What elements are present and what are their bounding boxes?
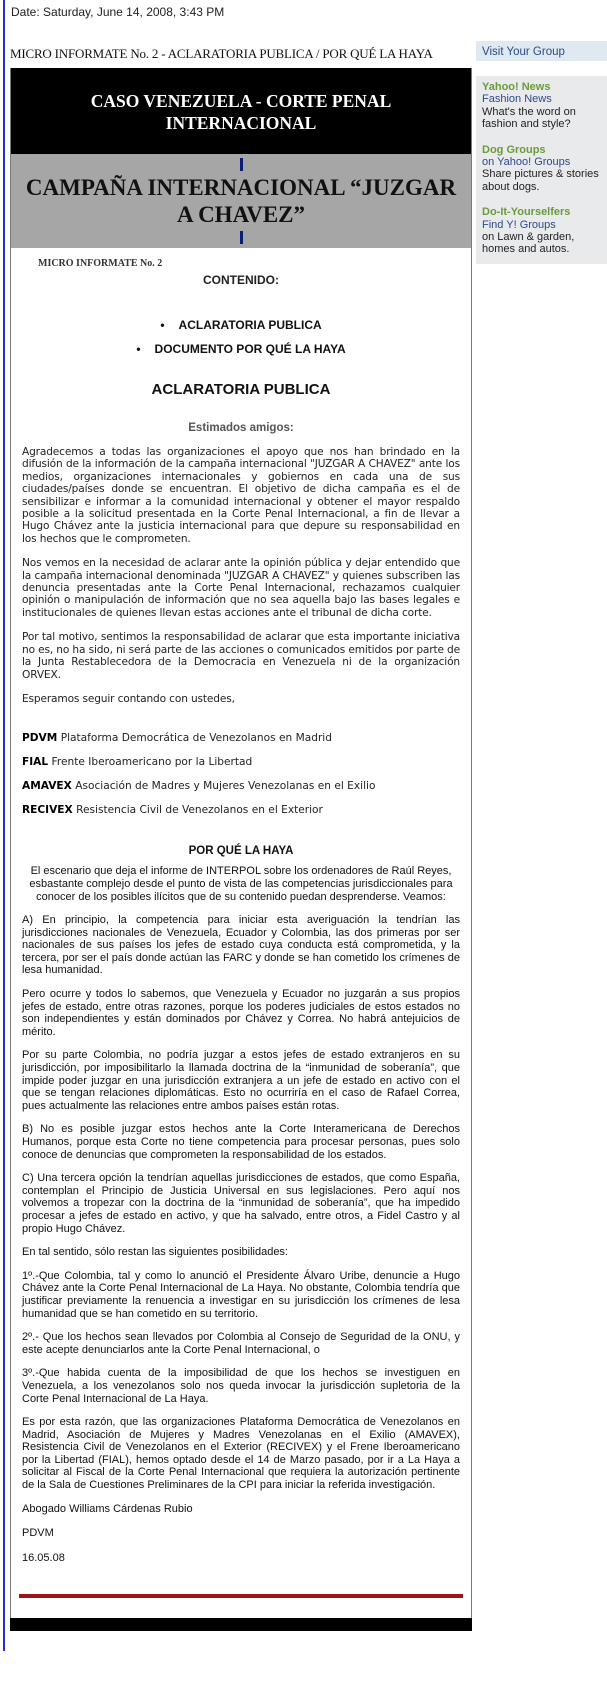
sponsored-item[interactable] <box>482 144 601 194</box>
org-name: Frente Iberoamericano por la Libertad <box>51 756 253 769</box>
organization-item <box>22 803 460 817</box>
org-abbr: RECIVEX <box>22 804 73 817</box>
footer-divider <box>19 1594 463 1598</box>
paragraph: B) No es posible juzgar estos hechos ante la Corte Interamericana de Derechos Humanos, porque esta Corte no tiene competencia para procesar personas, pues solo conoce de denuncias que comprometen la responsabilidad de los estados. <box>22 1123 460 1161</box>
issue-label: MICRO INFORMATE No. 2 <box>38 258 163 269</box>
message-date: Date: Saturday, June 14, 2008, 3:43 PM <box>11 5 225 19</box>
sponsored-item[interactable] <box>482 81 601 131</box>
aclaratoria-text <box>22 446 460 705</box>
organization-item <box>22 779 460 793</box>
ad-link[interactable]: Fashion News <box>482 93 552 106</box>
contents-list <box>11 313 471 361</box>
ad-heading[interactable]: Yahoo! News <box>482 81 551 93</box>
paragraph: Por tal motivo, sentimos la responsabilidad de aclarar que esta importante iniciativa no es, no ha sido, ni será parte de las acciones o comunicados emitidos por parte de la Junta Restablecedora de la Democracia en Venezuela ni de la organización ORVEX. <box>22 631 460 681</box>
org-abbr: PDVM <box>22 732 58 745</box>
ad-heading[interactable]: Dog Groups <box>482 143 546 156</box>
paragraph: En tal sentido, sólo restan las siguientes posibilidades: <box>22 1246 288 1259</box>
organization-item <box>22 731 460 745</box>
contents-item: • ACLARATORIA PUBLICA <box>11 313 471 337</box>
org-abbr: AMAVEX <box>22 780 72 793</box>
intro-paragraph: El escenario que deja el informe de INTERPOL sobre los ordenadores de Raúl Reyes, esbastante complejo desde el punto de vista de las competencias jurisdiccionales para conocer de los posibles ilícitos que de su contenido puedan desprenderse. Veamos: <box>29 865 453 903</box>
section-title-aclaratoria: ACLARATORIA PUBLICA <box>151 381 331 398</box>
banner-title: CASO VENEZUELA - CORTE PENAL INTERNACIONAL <box>90 91 392 133</box>
sponsored-item[interactable] <box>482 206 601 256</box>
newsletter-body <box>10 68 472 1618</box>
header-banner <box>11 68 471 154</box>
por-que-text <box>22 865 460 1564</box>
visit-your-group-link[interactable]: Visit Your Group <box>476 41 607 61</box>
sponsored-links <box>476 76 607 264</box>
greeting: Estimados amigos: <box>188 422 294 434</box>
organization-list <box>22 731 460 817</box>
paragraph: 1º.-Que Colombia, tal y como lo anunció el Presidente Álvaro Uribe, denuncie a Hugo Chávez ante la Corte Penal Internacional de La Haya. No obstante, Colombia tendría que justificar previamente la renuencia a investigar en su jurisdicción los crímenes de lesa humanidad que se han cometido en su territorio. <box>22 1269 460 1320</box>
footer-bar <box>10 1618 472 1631</box>
ad-heading[interactable]: Do-It-Yourselfers <box>482 206 571 219</box>
yahoo-groups-sidebar <box>476 41 607 264</box>
paragraph: Agradecemos a todas las organizaciones el apoyo que nos han brindado en la difusión de la información de la campaña internacional "JUZGAR A CHAVEZ" ante los medios, organizaciones internacionales y gobiernos en cada una de sus ciudades/países donde se encuentran. El objetivo de dicha campaña es el de sensibilizar e informar a la comunidad internacional y obtener el mayor respaldo posible a la solicitud presentada en la Corte Penal Internacional, a fin de llevar a Hugo Chávez ante la justicia internacional para que depure su responsabilidad en los hechos que le comprometen. <box>22 446 460 545</box>
message-header <box>5 46 607 62</box>
paragraph: C) Una tercera opción la tendrían aquellas jurisdicciones de estados, que como España, contemplan el Principio de Justicia Universal en sus legislaciones. Pero aquí nos volvemos a tropezar con la doctrina de la “inmunidad de soberanía”, que ha impedido procesar a jefes de estado en activo, y que ha salvado, entre otros, a Fidel Castro y al propio Hugo Chávez. <box>22 1172 460 1235</box>
paragraph: 2º.- Que los hechos sean llevados por Colombia al Consejo de Seguridad de la ONU, y este acepte denunciarlos ante la Corte Penal Internacional, o <box>22 1331 460 1356</box>
ad-description: on Lawn & garden, homes and autos. <box>482 231 575 256</box>
org-abbr: FIAL <box>22 756 49 769</box>
banner-divider-mark <box>240 231 243 244</box>
org-name: Asociación de Madres y Mujeres Venezolanas en el Exilio <box>75 780 376 793</box>
org-name: Resistencia Civil de Venezolanos en el Exterior <box>76 804 323 817</box>
contents-item: • DOCUMENTO POR QUÉ LA HAYA <box>11 337 471 361</box>
paragraph: Esperamos seguir contando con ustedes, <box>22 692 235 705</box>
paragraph: A) En principio, la competencia para iniciar esta averiguación la tendrían las jurisdicciones nacionales de Venezuela, Ecuador y Colombia, las dos primeras por ser nacionales de sus países los jefes de estado cuya conducta está comprometida, y la tercera, por ser el país donde actúan las FARC y donde se han cometido los crímenes de lesa humanidad. <box>22 914 460 977</box>
ad-link[interactable]: on Yahoo! Groups <box>482 156 571 169</box>
section-title-por-que: POR QUÉ LA HAYA <box>188 845 294 858</box>
campaign-banner <box>11 154 471 248</box>
message-subject: MICRO INFORMATE No. 2 - ACLARATORIA PUBLICA / POR QUÉ LA HAYA <box>10 46 433 61</box>
organization-item <box>22 755 460 769</box>
banner-divider-mark <box>240 158 243 171</box>
signature-date: 16.05.08 <box>22 1551 65 1564</box>
message-view <box>3 0 607 1651</box>
contents-heading: CONTENIDO: <box>203 273 279 287</box>
paragraph: Pero ocurre y todos lo sabemos, que Venezuela y Ecuador no juzgarán a sus propios jefes de estado, entre otras razones, porque los poderes judiciales de estos estados no son independientes y están dominados por Chávez y Correa. No habrá antejuicios de mérito. <box>22 988 460 1038</box>
signature-name: Abogado Williams Cárdenas Rubio <box>22 1502 193 1515</box>
ad-description: Share pictures & stories about dogs. <box>482 168 599 193</box>
paragraph: Por su parte Colombia, no podría juzgar a estos jefes de estado extranjeros en su jurisdicción, por imposibilitarlo la llamada doctrina de la “inmunidad de soberanía”, que impide poder juzgar en una jurisdicción extranjera a un jefe de estado en activo con el que se tengan relaciones diplomáticas. Esto no ocurriría en el caso de Rafael Correa, pues actualmente las relaciones entre ambos países están rotas. <box>22 1049 460 1112</box>
paragraph: Es por esta razón, que las organizaciones Plataforma Democrática de Venezolanos en Madrid, Asociación de Mujeres y Madres Venezolanas en el Exilio (AMAVEX), Resistencia Civil de Venezolanos en el Exterior (RECIVEX) y el Frene Iberoamericano por la Libertad (FIAL), hemos optado desde el 14 de Marzo pasado, por ir a La Haya a solicitar al Fiscal de la Corte Penal Internacional que requiera la autorización pertinente de la Sala de Cuestiones Preliminares de la CPI para iniciar la referida investigación. <box>22 1416 460 1492</box>
paragraph: Nos vemos en la necesidad de aclarar ante la opinión pública y dejar entendido que la campaña internacional denominada "JUZGAR A CHAVEZ" y quienes subscriben las denuncia presentadas ante la Corte Penal Internacional, rechazamos cualquier opinión o manipulación de información que no sea aquella bajo las bases legales e institucionales de quienes llevan estas acciones ante el tribunal de dicha corte. <box>22 557 460 619</box>
campaign-title: CAMPAÑA INTERNACIONAL “JUZGAR A CHAVEZ” <box>25 175 457 227</box>
ad-link[interactable]: Find Y! Groups <box>482 218 556 231</box>
org-name: Plataforma Democrática de Venezolanos en Madrid <box>60 732 332 745</box>
signature-org: PDVM <box>22 1527 54 1540</box>
paragraph: 3º.-Que habida cuenta de la imposibilidad de que los hechos se investiguen en Venezuela, a los venezolanos solo nos queda invocar la jurisdicción supletoria de la Corte Penal Internacional de La Haya. <box>22 1367 460 1405</box>
ad-description: What's the word on fashion and style? <box>482 105 576 131</box>
